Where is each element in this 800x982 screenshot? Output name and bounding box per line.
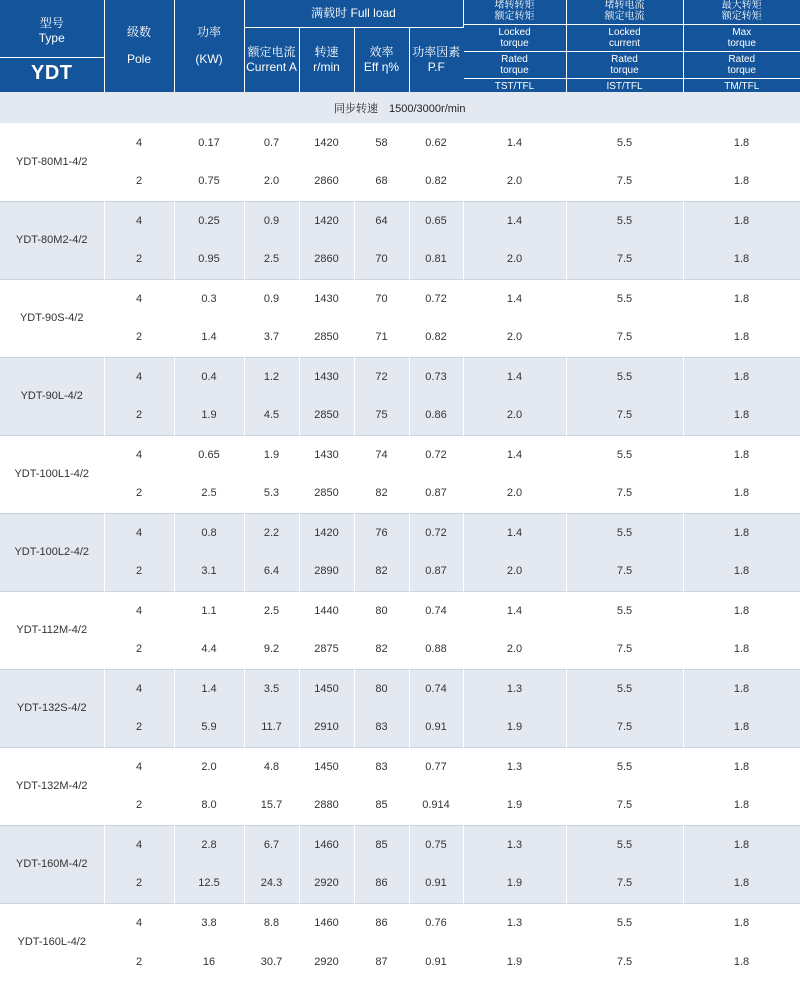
ist-cell: 7.5 <box>566 942 683 981</box>
pf-cell: 0.87 <box>409 552 463 591</box>
pole-cell: 2 <box>104 786 174 825</box>
pf-cell: 0.86 <box>409 396 463 435</box>
pole-header <box>104 0 174 92</box>
type-cn-label: 型号 <box>39 15 64 30</box>
tst-cell: 1.4 <box>463 591 566 630</box>
table-row <box>0 513 800 552</box>
pole-cell: 4 <box>104 123 174 162</box>
cur-cell: 6.4 <box>244 552 299 591</box>
tm-header-line: TM/TFL <box>724 81 760 92</box>
kw-cell: 8.0 <box>174 786 244 825</box>
tst-cell: 1.9 <box>463 864 566 903</box>
tst-header <box>463 0 566 92</box>
pf-en-label: P.F <box>427 59 445 74</box>
tst-cell: 2.0 <box>463 162 566 201</box>
kw-cell: 2.5 <box>174 474 244 513</box>
table-row <box>0 435 800 474</box>
eff-cell: 75 <box>354 396 409 435</box>
cur-cell: 0.9 <box>244 201 299 240</box>
eff-cell: 68 <box>354 162 409 201</box>
tst-header-line: torque <box>500 38 529 49</box>
speed-cn-label: 转速 <box>314 44 339 59</box>
pole-cell: 2 <box>104 552 174 591</box>
tm-cell: 1.8 <box>683 396 800 435</box>
pole-cell: 4 <box>104 591 174 630</box>
model-cell: YDT-90L-4/2 <box>0 357 104 435</box>
eff-cell: 82 <box>354 552 409 591</box>
pf-cell: 0.75 <box>409 825 463 864</box>
ratio-divider <box>464 78 566 79</box>
pole-cell: 2 <box>104 318 174 357</box>
spd-cell: 1420 <box>299 201 354 240</box>
kw-cell: 0.8 <box>174 513 244 552</box>
tm-header-line: torque <box>727 65 756 76</box>
spd-cell: 1420 <box>299 123 354 162</box>
eff-cell: 76 <box>354 513 409 552</box>
ist-cell: 5.5 <box>566 591 683 630</box>
ist-cell: 5.5 <box>566 123 683 162</box>
table-row <box>0 474 800 513</box>
model-cell: YDT-100L1-4/2 <box>0 435 104 513</box>
pole-cell: 2 <box>104 864 174 903</box>
table-row <box>0 591 800 630</box>
tst-cell: 1.9 <box>463 786 566 825</box>
power-header <box>174 0 244 92</box>
tm-header-line: 额定转矩 <box>721 11 762 22</box>
tst-cell: 1.4 <box>463 279 566 318</box>
ist-header-line: current <box>608 38 641 49</box>
kw-cell: 0.3 <box>174 279 244 318</box>
cur-cell: 0.7 <box>244 123 299 162</box>
table-row <box>0 123 800 162</box>
table-row <box>0 942 800 981</box>
pole-cell: 2 <box>104 396 174 435</box>
cur-cell: 3.5 <box>244 669 299 708</box>
ratio-divider <box>684 78 800 79</box>
tm-cell: 1.8 <box>683 591 800 630</box>
eff-cell: 80 <box>354 669 409 708</box>
tm-cell: 1.8 <box>683 279 800 318</box>
ist-header <box>566 0 683 92</box>
model-cell: YDT-80M2-4/2 <box>0 201 104 279</box>
ratio-divider <box>567 78 683 79</box>
pole-cell: 4 <box>104 747 174 786</box>
power-cn-label: 功率 <box>196 25 221 39</box>
pf-cell: 0.74 <box>409 669 463 708</box>
tst-cell: 1.4 <box>463 513 566 552</box>
pole-cell: 2 <box>104 474 174 513</box>
kw-cell: 0.4 <box>174 357 244 396</box>
sync-speed-band: 同步转速 1500/3000r/min <box>0 92 800 123</box>
cur-cell: 9.2 <box>244 630 299 669</box>
tm-cell: 1.8 <box>683 630 800 669</box>
current-cn-label: 额定电流 <box>247 44 296 59</box>
tst-cell: 1.4 <box>463 201 566 240</box>
table-row <box>0 240 800 279</box>
spd-cell: 1430 <box>299 357 354 396</box>
kw-cell: 0.65 <box>174 435 244 474</box>
model-cell: YDT-112M-4/2 <box>0 591 104 669</box>
ist-cell: 5.5 <box>566 669 683 708</box>
kw-cell: 1.4 <box>174 318 244 357</box>
cur-cell: 15.7 <box>244 786 299 825</box>
spd-cell: 2875 <box>299 630 354 669</box>
cur-cell: 0.9 <box>244 279 299 318</box>
eff-cell: 80 <box>354 591 409 630</box>
speed-header <box>299 27 354 92</box>
cur-cell: 8.8 <box>244 903 299 942</box>
tm-cell: 1.8 <box>683 201 800 240</box>
tst-header-line: torque <box>500 65 529 76</box>
ist-cell: 5.5 <box>566 357 683 396</box>
table-row <box>0 279 800 318</box>
pf-cell: 0.76 <box>409 903 463 942</box>
tm-cell: 1.8 <box>683 747 800 786</box>
pf-cell: 0.91 <box>409 708 463 747</box>
eff-cell: 85 <box>354 786 409 825</box>
cur-cell: 24.3 <box>244 864 299 903</box>
table-row <box>0 318 800 357</box>
ist-cell: 7.5 <box>566 162 683 201</box>
pf-cn-label: 功率因素 <box>412 44 461 59</box>
pf-cell: 0.82 <box>409 318 463 357</box>
series-label: YDT <box>31 62 73 84</box>
tst-cell: 2.0 <box>463 474 566 513</box>
pf-cell: 0.914 <box>409 786 463 825</box>
tm-cell: 1.8 <box>683 864 800 903</box>
ist-header-line: torque <box>610 65 639 76</box>
model-cell: YDT-80M1-4/2 <box>0 123 104 201</box>
pole-cell: 2 <box>104 708 174 747</box>
eff-cell: 82 <box>354 630 409 669</box>
kw-cell: 1.4 <box>174 669 244 708</box>
ratio-divider <box>464 24 566 25</box>
tm-header <box>683 0 800 92</box>
pole-cell: 4 <box>104 435 174 474</box>
cur-cell: 1.2 <box>244 357 299 396</box>
ist-cell: 5.5 <box>566 201 683 240</box>
spd-cell: 1440 <box>299 591 354 630</box>
eff-cell: 71 <box>354 318 409 357</box>
ratio-divider <box>567 24 683 25</box>
kw-cell: 0.75 <box>174 162 244 201</box>
tst-header-line: Rated <box>501 54 528 65</box>
table-row <box>0 864 800 903</box>
eff-cell: 70 <box>354 279 409 318</box>
tst-cell: 1.3 <box>463 669 566 708</box>
tst-header-line: TST/TFL <box>494 81 535 92</box>
tm-header-line: torque <box>727 38 756 49</box>
tst-cell: 1.4 <box>463 357 566 396</box>
pf-cell: 0.87 <box>409 474 463 513</box>
pole-cell: 4 <box>104 201 174 240</box>
eff-cell: 70 <box>354 240 409 279</box>
spd-cell: 2920 <box>299 942 354 981</box>
pf-cell: 0.82 <box>409 162 463 201</box>
ratio-divider <box>684 24 800 25</box>
tst-cell: 1.3 <box>463 903 566 942</box>
model-cell: YDT-132S-4/2 <box>0 669 104 747</box>
tm-cell: 1.8 <box>683 786 800 825</box>
tm-cell: 1.8 <box>683 708 800 747</box>
tm-cell: 1.8 <box>683 123 800 162</box>
kw-cell: 16 <box>174 942 244 981</box>
power-factor-header <box>409 27 463 92</box>
pf-cell: 0.72 <box>409 279 463 318</box>
model-cell: YDT-100L2-4/2 <box>0 513 104 591</box>
tst-cell: 2.0 <box>463 552 566 591</box>
tm-cell: 1.8 <box>683 825 800 864</box>
kw-cell: 12.5 <box>174 864 244 903</box>
table-row <box>0 825 800 864</box>
spd-cell: 1450 <box>299 747 354 786</box>
spd-cell: 2920 <box>299 864 354 903</box>
ist-cell: 5.5 <box>566 435 683 474</box>
spd-cell: 1420 <box>299 513 354 552</box>
table-body <box>0 92 800 981</box>
table-row <box>0 357 800 396</box>
table-row <box>0 708 800 747</box>
eff-cell: 64 <box>354 201 409 240</box>
eff-cell: 86 <box>354 864 409 903</box>
pf-cell: 0.72 <box>409 435 463 474</box>
ist-cell: 7.5 <box>566 708 683 747</box>
ist-header-line: 堵转电流 <box>604 0 645 11</box>
cur-cell: 3.7 <box>244 318 299 357</box>
pole-cell: 4 <box>104 903 174 942</box>
cur-cell: 4.8 <box>244 747 299 786</box>
ist-header-line: IST/TFL <box>606 81 643 92</box>
tm-cell: 1.8 <box>683 552 800 591</box>
tm-cell: 1.8 <box>683 474 800 513</box>
kw-cell: 0.95 <box>174 240 244 279</box>
pole-en-label: Pole <box>126 52 152 66</box>
table-row <box>0 747 800 786</box>
tm-header-line: Rated <box>728 54 756 65</box>
kw-cell: 5.9 <box>174 708 244 747</box>
table-row <box>0 552 800 591</box>
cur-cell: 2.2 <box>244 513 299 552</box>
eff-en-label: Eff η% <box>363 59 400 74</box>
pf-cell: 0.72 <box>409 513 463 552</box>
power-en-label: (KW) <box>195 52 223 66</box>
tm-cell: 1.8 <box>683 903 800 942</box>
pf-cell: 0.77 <box>409 747 463 786</box>
cur-cell: 6.7 <box>244 825 299 864</box>
kw-cell: 1.1 <box>174 591 244 630</box>
kw-cell: 3.8 <box>174 903 244 942</box>
tm-cell: 1.8 <box>683 435 800 474</box>
tst-cell: 2.0 <box>463 396 566 435</box>
tm-cell: 1.8 <box>683 318 800 357</box>
pole-cell: 2 <box>104 240 174 279</box>
ist-header-line: Locked <box>608 27 641 38</box>
cur-cell: 1.9 <box>244 435 299 474</box>
spd-cell: 1460 <box>299 825 354 864</box>
ist-cell: 7.5 <box>566 864 683 903</box>
ist-cell: 7.5 <box>566 318 683 357</box>
eff-cell: 85 <box>354 825 409 864</box>
model-cell: YDT-90S-4/2 <box>0 279 104 357</box>
ist-cell: 7.5 <box>566 396 683 435</box>
pole-cell: 4 <box>104 279 174 318</box>
pole-cell: 4 <box>104 513 174 552</box>
ist-cell: 7.5 <box>566 552 683 591</box>
spd-cell: 2880 <box>299 786 354 825</box>
tm-cell: 1.8 <box>683 513 800 552</box>
pf-cell: 0.62 <box>409 123 463 162</box>
table-row <box>0 201 800 240</box>
table-row <box>0 162 800 201</box>
pole-cn-label: 级数 <box>126 25 151 39</box>
tst-header-line: Locked <box>498 27 531 38</box>
pf-cell: 0.73 <box>409 357 463 396</box>
model-cell: YDT-160L-4/2 <box>0 903 104 981</box>
ist-cell: 7.5 <box>566 786 683 825</box>
ratio-divider <box>464 51 566 52</box>
tm-header-line: 最大转矩 <box>721 0 762 11</box>
tst-cell: 2.0 <box>463 240 566 279</box>
eff-cell: 83 <box>354 708 409 747</box>
full-load-header: 满载时 Full load <box>244 0 463 27</box>
type-header <box>0 0 104 92</box>
spd-cell: 2860 <box>299 240 354 279</box>
pole-cell: 2 <box>104 630 174 669</box>
current-header <box>244 27 299 92</box>
tst-cell: 1.4 <box>463 123 566 162</box>
spd-cell: 1430 <box>299 279 354 318</box>
eff-cell: 72 <box>354 357 409 396</box>
tst-header-line: 堵转转矩 <box>494 0 535 11</box>
cur-cell: 11.7 <box>244 708 299 747</box>
ist-cell: 7.5 <box>566 630 683 669</box>
spd-cell: 1450 <box>299 669 354 708</box>
kw-cell: 2.0 <box>174 747 244 786</box>
tst-cell: 2.0 <box>463 318 566 357</box>
ist-cell: 5.5 <box>566 513 683 552</box>
pf-cell: 0.74 <box>409 591 463 630</box>
model-cell: YDT-160M-4/2 <box>0 825 104 903</box>
ratio-divider <box>567 51 683 52</box>
eff-cell: 86 <box>354 903 409 942</box>
ist-cell: 5.5 <box>566 903 683 942</box>
tst-cell: 1.9 <box>463 708 566 747</box>
pole-cell: 4 <box>104 825 174 864</box>
eff-cell: 58 <box>354 123 409 162</box>
tst-cell: 2.0 <box>463 630 566 669</box>
type-en-label: Type <box>38 30 65 45</box>
tst-header-line: 额定转矩 <box>494 11 535 22</box>
spd-cell: 2850 <box>299 318 354 357</box>
pole-cell: 4 <box>104 669 174 708</box>
kw-cell: 1.9 <box>174 396 244 435</box>
kw-cell: 2.8 <box>174 825 244 864</box>
tst-cell: 1.4 <box>463 435 566 474</box>
efficiency-header <box>354 27 409 92</box>
spd-cell: 1460 <box>299 903 354 942</box>
kw-cell: 3.1 <box>174 552 244 591</box>
kw-cell: 0.25 <box>174 201 244 240</box>
model-cell: YDT-132M-4/2 <box>0 747 104 825</box>
table-row <box>0 630 800 669</box>
cur-cell: 2.5 <box>244 240 299 279</box>
ist-cell: 5.5 <box>566 279 683 318</box>
eff-cell: 82 <box>354 474 409 513</box>
ist-header-line: 额定电流 <box>604 11 645 22</box>
spd-cell: 2910 <box>299 708 354 747</box>
tm-header-line: Max <box>732 27 752 38</box>
tm-cell: 1.8 <box>683 162 800 201</box>
kw-cell: 0.17 <box>174 123 244 162</box>
tm-cell: 1.8 <box>683 357 800 396</box>
eff-cell: 74 <box>354 435 409 474</box>
eff-cell: 87 <box>354 942 409 981</box>
pole-cell: 4 <box>104 357 174 396</box>
spd-cell: 1430 <box>299 435 354 474</box>
table-header <box>0 0 800 92</box>
pf-cell: 0.88 <box>409 630 463 669</box>
eff-cell: 83 <box>354 747 409 786</box>
ist-cell: 5.5 <box>566 747 683 786</box>
table-row <box>0 396 800 435</box>
ist-cell: 5.5 <box>566 825 683 864</box>
pf-cell: 0.65 <box>409 201 463 240</box>
eff-cn-label: 效率 <box>369 44 394 59</box>
pole-cell: 2 <box>104 162 174 201</box>
tst-cell: 1.9 <box>463 942 566 981</box>
current-en-label: Current A <box>246 59 297 74</box>
spd-cell: 2850 <box>299 396 354 435</box>
ist-cell: 7.5 <box>566 240 683 279</box>
spd-cell: 2850 <box>299 474 354 513</box>
tm-cell: 1.8 <box>683 669 800 708</box>
pole-cell: 2 <box>104 942 174 981</box>
cur-cell: 2.5 <box>244 591 299 630</box>
cur-cell: 5.3 <box>244 474 299 513</box>
spd-cell: 2890 <box>299 552 354 591</box>
ist-cell: 7.5 <box>566 474 683 513</box>
table-row <box>0 786 800 825</box>
table-row <box>0 669 800 708</box>
tst-cell: 1.3 <box>463 747 566 786</box>
ist-header-line: Rated <box>611 54 638 65</box>
ratio-divider <box>684 51 800 52</box>
pf-cell: 0.91 <box>409 942 463 981</box>
cur-cell: 4.5 <box>244 396 299 435</box>
speed-en-label: r/min <box>313 59 340 74</box>
table-row <box>0 903 800 942</box>
cur-cell: 30.7 <box>244 942 299 981</box>
kw-cell: 4.4 <box>174 630 244 669</box>
tm-cell: 1.8 <box>683 240 800 279</box>
tst-cell: 1.3 <box>463 825 566 864</box>
tm-cell: 1.8 <box>683 942 800 981</box>
cur-cell: 2.0 <box>244 162 299 201</box>
pf-cell: 0.91 <box>409 864 463 903</box>
pf-cell: 0.81 <box>409 240 463 279</box>
spd-cell: 2860 <box>299 162 354 201</box>
